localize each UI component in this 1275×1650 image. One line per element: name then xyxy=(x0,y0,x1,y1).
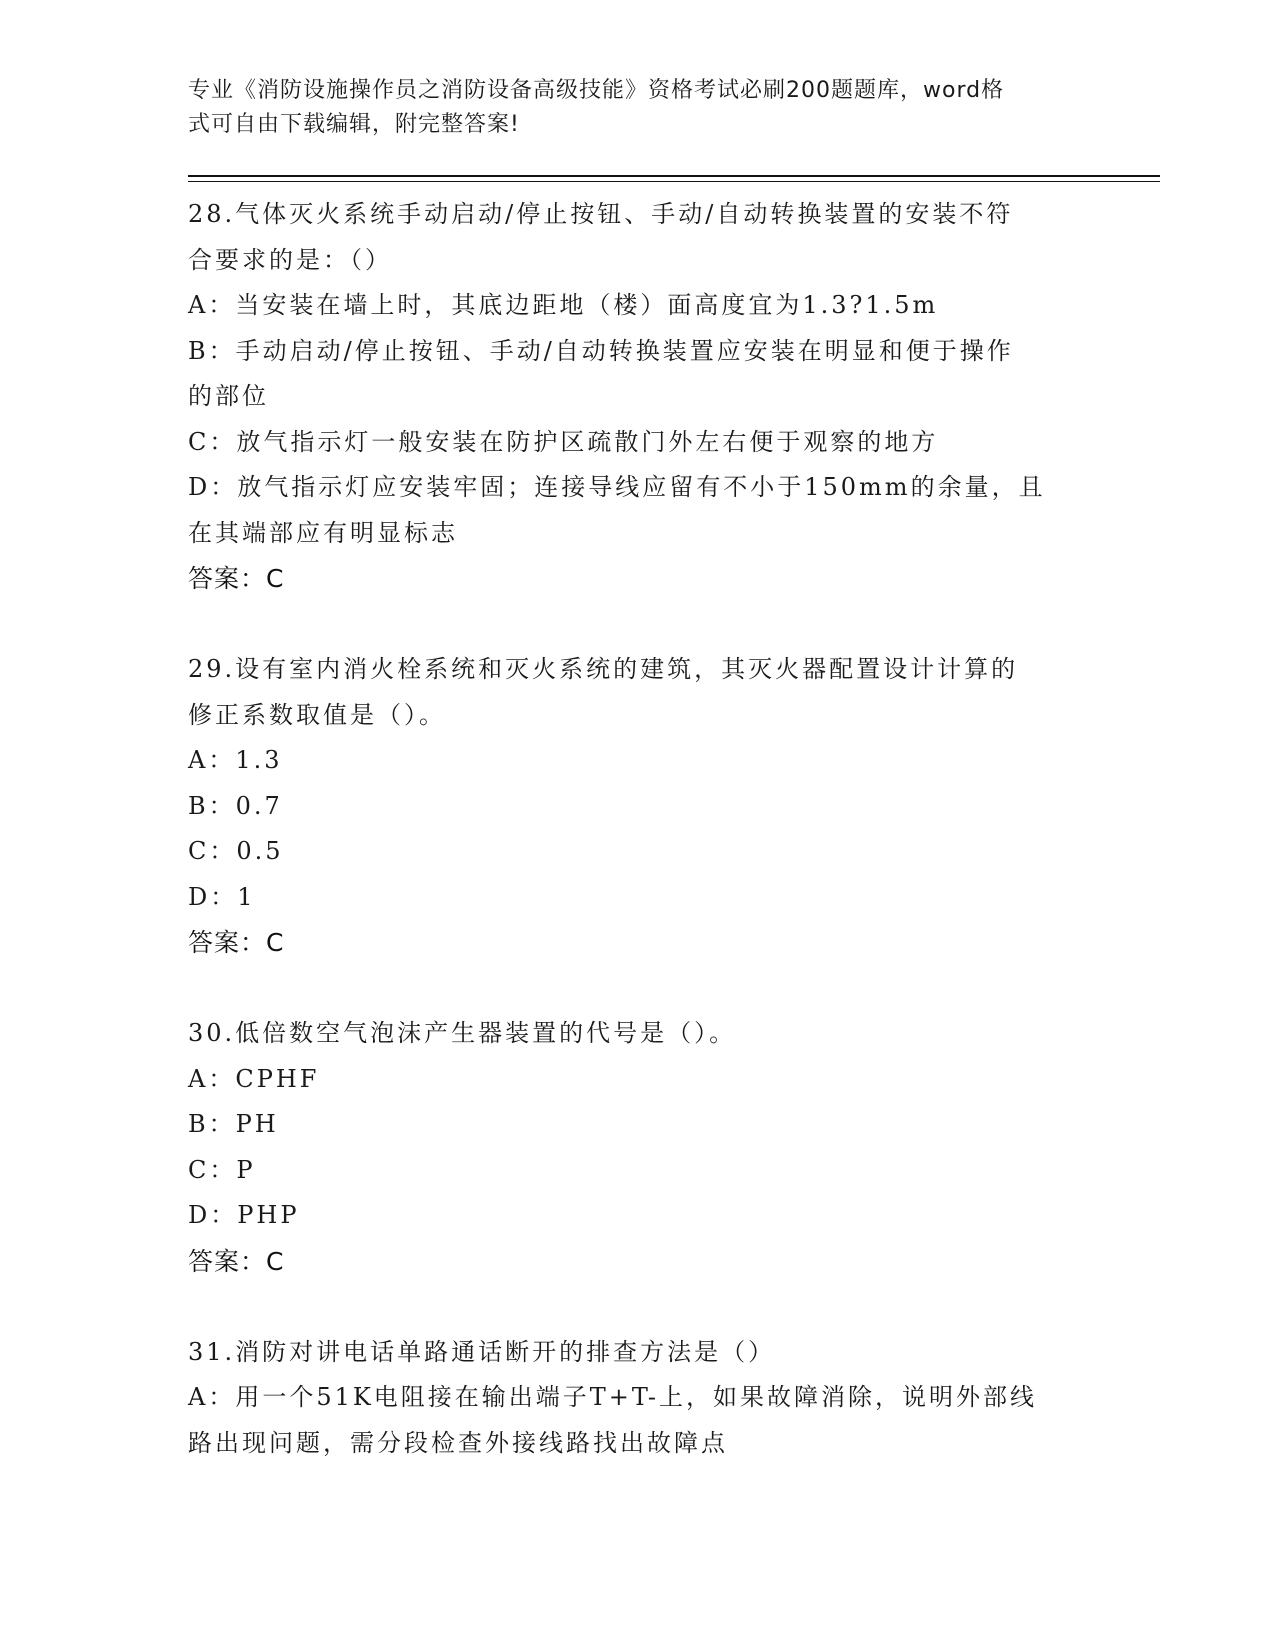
header-line-2: 式可自由下载编辑，附完整答案! xyxy=(188,112,520,137)
question-stem: 30.低倍数空气泡沫产生器装置的代号是（）。 xyxy=(188,1019,737,1047)
option-a: 路出现问题，需分段检查外接线路找出故障点 xyxy=(188,1428,728,1457)
question-stem: 31.消防对讲电话单路通话断开的排查方法是（） xyxy=(188,1337,776,1366)
question-list xyxy=(188,192,1088,1466)
question-28 xyxy=(188,192,1088,602)
question-stem: 合要求的是：（） xyxy=(188,245,392,274)
question-30 xyxy=(188,1011,1088,1284)
document-header xyxy=(188,74,1068,142)
option-d: 在其端部应有明显标志 xyxy=(188,518,458,547)
question-29 xyxy=(188,647,1088,966)
option-c: C：放气指示灯一般安装在防护区疏散门外左右便于观察的地方 xyxy=(188,427,939,456)
question-stem: 修正系数取值是（）。 xyxy=(188,700,446,729)
option-b: 的部位 xyxy=(188,382,269,410)
option-a: A：当安装在墙上时，其底边距地（楼）面高度宜为1.3?1.5m xyxy=(188,291,939,319)
option-a: A：用一个51K电阻接在输出端子T+T-上，如果故障消除，说明外部线 xyxy=(188,1383,1037,1411)
question-stem: 29.设有室内消火栓系统和灭火系统的建筑，其灭火器配置设计计算的 xyxy=(188,655,1019,683)
header-line-1: 专业《消防设施操作员之消防设备高级技能》资格考试必刷200题题库，word格 xyxy=(188,78,1005,103)
question-31 xyxy=(188,1330,1088,1467)
option-c: C：0.5 xyxy=(188,837,284,865)
header-divider-thin xyxy=(188,181,1160,182)
option-a: A：1.3 xyxy=(188,746,283,774)
answer-label: 答案：C xyxy=(188,564,285,593)
option-d: D：放气指示灯应安装牢固；连接导线应留有不小于150mm的余量，且 xyxy=(188,473,1046,501)
option-c: C：P xyxy=(188,1155,256,1184)
option-d: D：PHP xyxy=(188,1201,300,1229)
question-stem: 28.气体灭火系统手动启动/停止按钮、手动/自动转换装置的安装不符 xyxy=(188,200,1014,228)
option-b: B：PH xyxy=(188,1110,279,1138)
option-b: B：0.7 xyxy=(188,791,283,820)
option-b: B：手动启动/停止按钮、手动/自动转换装置应安装在明显和便于操作 xyxy=(188,336,1014,365)
answer-label: 答案：C xyxy=(188,928,285,957)
option-a: A：CPHF xyxy=(188,1064,320,1093)
header-divider-thick xyxy=(188,175,1160,177)
answer-label: 答案：C xyxy=(188,1246,285,1276)
option-d: D：1 xyxy=(188,882,256,911)
